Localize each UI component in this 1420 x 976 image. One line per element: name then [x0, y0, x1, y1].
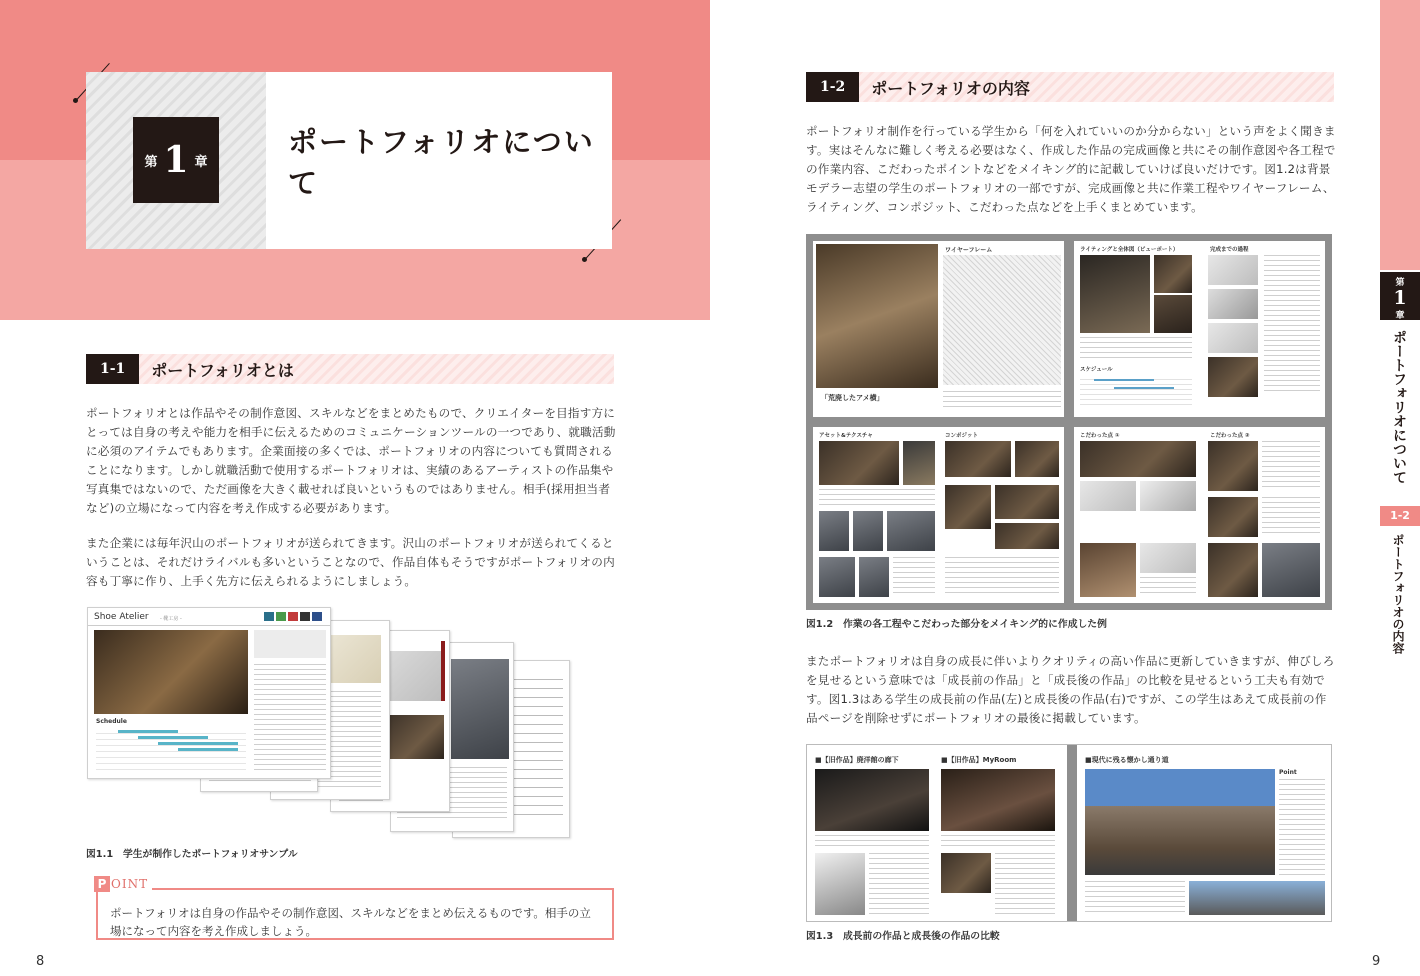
- page-number: 9: [1372, 954, 1381, 969]
- section-number: 1-2: [806, 72, 859, 102]
- point-text: ポートフォリオは自身の作品やその制作意図、スキルなどをまとめ伝えるものです。相手の立場になって内容を考え作成しましょう。: [110, 906, 591, 938]
- figure-label: 「荒廃したアメ横」: [821, 394, 884, 402]
- section-title: ポートフォリオの内容: [871, 78, 1030, 98]
- portfolio-spread: [813, 427, 1064, 603]
- portfolio-spread: [813, 241, 1064, 417]
- chapter-hatch-panel: [86, 72, 266, 249]
- figure-label: アセット&テクスチャ: [819, 433, 873, 439]
- point-box: [96, 888, 614, 940]
- body-paragraph: ポートフォリオ制作を行っている学生から「何を入れていいのか分からない」という声をよく聞きます。実はそんなに難しく考える必要はなく、作成した作品の完成画像と共にその制作意図や各工程での作業内容、こだわったポイントなどをメイキング的に記載していけば良いだけです。図1.2は背景モデラー志望の学生のポートフォリオの一部ですが、完成画像と共に作業工程やワイヤーフレーム、ライティング、コンポジット、こだわった点などを上手くまとめています。: [806, 124, 1336, 214]
- side-chapter-prefix: 第: [1395, 278, 1405, 288]
- section-number: 1-1: [86, 354, 139, 384]
- section-title: ポートフォリオとは: [151, 360, 294, 380]
- side-chapter-number: 1: [1393, 287, 1407, 309]
- body-paragraph: また企業には毎年沢山のポートフォリオが送られてきます。沢山のポートフォリオが送られてくるということは、それだけライバルも多いということなので、作品自体もそうですがポートフォリオの内容も丁寧に作り、上手く先方に伝えられるようにしましょう。: [86, 536, 615, 588]
- chapter-number: 1: [163, 139, 189, 181]
- sheet-subtitle: - 靴工房 -: [160, 616, 182, 622]
- portfolio-sheet-front: [87, 607, 331, 779]
- figure-1-2-caption: 図1.2 作業の各工程やこだわった部分をメイキング的に作成した例: [806, 619, 1107, 630]
- chapter-title-box: [86, 72, 612, 249]
- side-chapter-title: ポートフォリオについて: [1391, 330, 1407, 484]
- old-work-spread: [807, 745, 1065, 921]
- figure-label: ■現代に残る懐かし通り道: [1085, 756, 1169, 764]
- side-index-pink: [1380, 0, 1420, 270]
- page-number: 8: [36, 954, 45, 969]
- sheet-main-image: [94, 630, 248, 714]
- schedule-label: Schedule: [96, 718, 127, 725]
- figure-label: ライティングと全体図（ビューポート）: [1080, 247, 1179, 253]
- section-heading-1-1: [86, 354, 614, 384]
- point-label-rest: OINT: [111, 877, 149, 891]
- figure-before-after: [806, 744, 1332, 922]
- section-title-band: [139, 354, 614, 384]
- figure-label: 完成までの過程: [1210, 247, 1249, 253]
- figure-1-1-caption: 図1.1 学生が制作したポートフォリオサンプル: [86, 849, 298, 860]
- right-page: [710, 0, 1420, 976]
- decoration-dot: [582, 257, 587, 262]
- figure-label: Point: [1279, 769, 1297, 776]
- figure-label: ワイヤーフレーム: [945, 247, 993, 254]
- sheet-title: Shoe Atelier: [94, 612, 149, 622]
- chapter-title: ポートフォリオについて: [288, 124, 595, 200]
- side-section-title: ポートフォリオの内容: [1391, 534, 1405, 654]
- side-chapter-suffix: 章: [1395, 311, 1405, 321]
- figure-making-example: [806, 234, 1332, 610]
- figure-label: ■【旧作品】MyRoom: [941, 756, 1017, 764]
- portfolio-spread: [1074, 241, 1325, 417]
- point-label: [90, 876, 152, 892]
- body-paragraph: またポートフォリオは自身の成長に伴いよりクオリティの高い作品に更新していきますが、伸びしろを見せるという意味では「成長前の作品」と「成長後の作品」の比較を見せるという工夫も有効です。図1.3はある学生の成長前の作品(左)と成長後の作品(右)ですが、この学生はあえて成長前の作品ページを削除せずにポートフォリオの最後に掲載しています。: [806, 654, 1335, 725]
- figure-label: スケジュール: [1080, 367, 1113, 373]
- figure-label: ■【旧作品】廃洋館の廊下: [815, 756, 899, 764]
- decoration-dot: [73, 98, 78, 103]
- chapter-number-badge: [133, 117, 219, 203]
- new-work-spread: [1077, 745, 1331, 921]
- chapter-prefix: 第: [144, 154, 158, 170]
- side-section-number: 1-2: [1380, 506, 1420, 526]
- figure-1-3-caption: 図1.3 成長前の作品と成長後の作品の比較: [806, 931, 1000, 942]
- figure-label: こだわった点 ②: [1210, 433, 1250, 439]
- body-paragraph: ポートフォリオとは作品やその制作意図、スキルなどをまとめたもので、クリエイターを目指す方にとっては自身の考えや能力を相手に伝えるためのコミュニケーションツールの一つであり、就職活動に必須のアイテムでもあります。企業面接の多くでは、ポートフォリオの内容についても質問されることになります。しかし就職活動で使用するポートフォリオは、実績のあるアーティストの作品集や写真集ではないので、ただ画像を大きく載せれば良いというものではありません。相手(採用担当者など)の立場になって内容を考え作成する必要があります。: [86, 406, 616, 515]
- section-title-band: [859, 72, 1334, 102]
- side-chapter-badge: [1380, 272, 1420, 320]
- figure-label: こだわった点 ①: [1080, 433, 1120, 439]
- chapter-suffix: 章: [194, 154, 208, 170]
- point-label-initial: P: [94, 876, 110, 892]
- section-heading-1-2: [806, 72, 1334, 102]
- portfolio-spread: [1074, 427, 1325, 603]
- figure-label: コンポジット: [945, 433, 979, 439]
